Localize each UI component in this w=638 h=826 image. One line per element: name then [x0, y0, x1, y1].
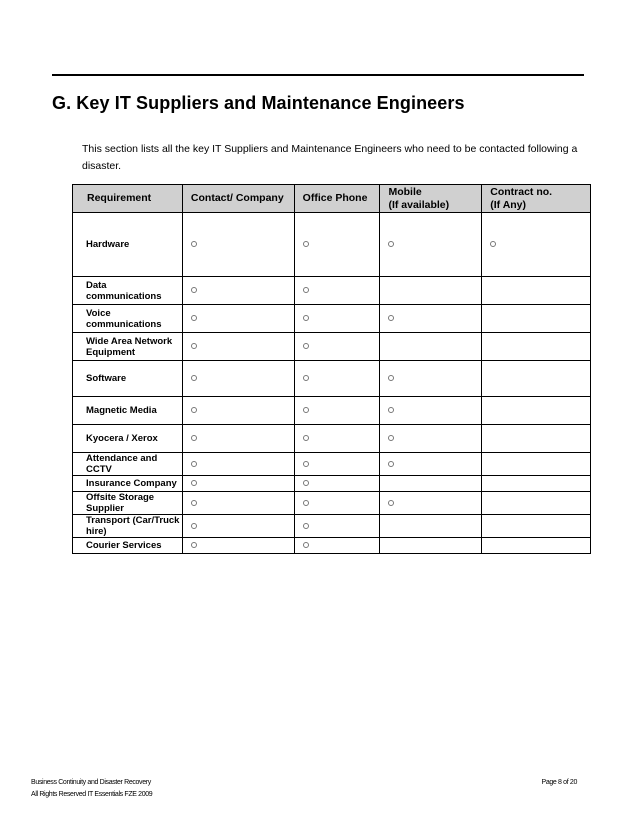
contract-cell — [482, 492, 591, 515]
bullet-icon — [303, 407, 309, 413]
table-header-row — [73, 185, 591, 213]
requirement-cell: Data communications — [73, 277, 183, 305]
table-row — [73, 305, 591, 333]
requirement-cell: Wide Area Network Equipment — [73, 333, 183, 361]
office-phone-cell — [294, 277, 380, 305]
contract-cell — [482, 305, 591, 333]
bullet-icon — [191, 375, 197, 381]
mobile-cell — [380, 538, 482, 554]
bullet-icon — [303, 523, 309, 529]
bullet-icon — [191, 500, 197, 506]
table-row — [73, 476, 591, 492]
requirement-cell: Voice communications — [73, 305, 183, 333]
table-row — [73, 213, 591, 277]
bullet-icon — [303, 375, 309, 381]
mobile-cell — [380, 305, 482, 333]
company-cell — [182, 425, 294, 453]
bullet-icon — [191, 315, 197, 321]
requirement-cell: Offsite Storage Supplier — [73, 492, 183, 515]
mobile-cell — [380, 361, 482, 397]
bullet-icon — [303, 435, 309, 441]
bullet-icon — [388, 461, 394, 467]
contract-cell — [482, 538, 591, 554]
office-phone-cell — [294, 213, 380, 277]
footer-rights: All Rights Reserved IT Essentials FZE 2009 — [31, 791, 153, 798]
suppliers-table — [72, 184, 591, 554]
bullet-icon — [303, 241, 309, 247]
bullet-icon — [191, 542, 197, 548]
bullet-icon — [490, 241, 496, 247]
mobile-cell — [380, 515, 482, 538]
header-requirement: Requirement — [73, 185, 183, 213]
company-cell — [182, 492, 294, 515]
bullet-icon — [191, 461, 197, 467]
company-cell — [182, 453, 294, 476]
header-mobile-line1: Mobile — [388, 185, 422, 198]
table-row — [73, 538, 591, 554]
mobile-cell — [380, 333, 482, 361]
header-contract — [482, 185, 591, 213]
header-rule — [52, 74, 584, 76]
page-number: Page 8 of 20 — [541, 779, 577, 786]
header-company: Contact/ Company — [182, 185, 294, 213]
office-phone-cell — [294, 453, 380, 476]
company-cell — [182, 213, 294, 277]
table-row — [73, 492, 591, 515]
mobile-cell — [380, 277, 482, 305]
table-row — [73, 277, 591, 305]
bullet-icon — [191, 480, 197, 486]
office-phone-cell — [294, 476, 380, 492]
contract-cell — [482, 515, 591, 538]
bullet-icon — [388, 500, 394, 506]
header-mobile — [380, 185, 482, 213]
company-cell — [182, 361, 294, 397]
office-phone-cell — [294, 515, 380, 538]
table-row — [73, 453, 591, 476]
company-cell — [182, 397, 294, 425]
mobile-cell — [380, 425, 482, 453]
section-intro: This section lists all the key IT Suppliers and Maintenance Engineers who need to be contacted following a disaster. — [82, 143, 578, 172]
table-row — [73, 333, 591, 361]
header-office-phone: Office Phone — [294, 185, 380, 213]
bullet-icon — [303, 315, 309, 321]
company-cell — [182, 277, 294, 305]
bullet-icon — [388, 375, 394, 381]
contract-cell — [482, 361, 591, 397]
office-phone-cell — [294, 361, 380, 397]
bullet-icon — [303, 287, 309, 293]
contract-cell — [482, 453, 591, 476]
contract-cell — [482, 213, 591, 277]
company-cell — [182, 538, 294, 554]
company-cell — [182, 305, 294, 333]
requirement-cell: Courier Services — [73, 538, 183, 554]
mobile-cell — [380, 492, 482, 515]
bullet-icon — [303, 480, 309, 486]
office-phone-cell — [294, 538, 380, 554]
requirement-cell: Hardware — [73, 213, 183, 277]
bullet-icon — [191, 343, 197, 349]
bullet-icon — [303, 461, 309, 467]
mobile-cell — [380, 476, 482, 492]
office-phone-cell — [294, 492, 380, 515]
requirement-cell: Magnetic Media — [73, 397, 183, 425]
company-cell — [182, 515, 294, 538]
bullet-icon — [191, 523, 197, 529]
requirement-cell: Transport (Car/Truck hire) — [73, 515, 183, 538]
company-cell — [182, 333, 294, 361]
bullet-icon — [303, 542, 309, 548]
requirement-cell: Kyocera / Xerox — [73, 425, 183, 453]
requirement-cell: Software — [73, 361, 183, 397]
contract-cell — [482, 397, 591, 425]
bullet-icon — [303, 343, 309, 349]
contract-cell — [482, 425, 591, 453]
header-contract-line2: (If Any) — [490, 198, 527, 211]
office-phone-cell — [294, 305, 380, 333]
company-cell — [182, 476, 294, 492]
bullet-icon — [388, 241, 394, 247]
header-mobile-line2: (If available) — [388, 198, 450, 211]
contract-cell — [482, 277, 591, 305]
bullet-icon — [303, 500, 309, 506]
mobile-cell — [380, 213, 482, 277]
office-phone-cell — [294, 425, 380, 453]
table-row — [73, 425, 591, 453]
bullet-icon — [191, 241, 197, 247]
section-title: G. Key IT Suppliers and Maintenance Engineers — [52, 93, 465, 113]
bullet-icon — [388, 435, 394, 441]
mobile-cell — [380, 453, 482, 476]
mobile-cell — [380, 397, 482, 425]
table-row — [73, 397, 591, 425]
requirement-cell: Attendance and CCTV — [73, 453, 183, 476]
contract-cell — [482, 476, 591, 492]
requirement-cell: Insurance Company — [73, 476, 183, 492]
table-row — [73, 515, 591, 538]
table-row — [73, 361, 591, 397]
office-phone-cell — [294, 333, 380, 361]
bullet-icon — [191, 435, 197, 441]
footer-doc-title: Business Continuity and Disaster Recovery — [31, 779, 151, 786]
bullet-icon — [191, 407, 197, 413]
office-phone-cell — [294, 397, 380, 425]
contract-cell — [482, 333, 591, 361]
header-contract-line1: Contract no. — [490, 185, 553, 198]
bullet-icon — [388, 407, 394, 413]
bullet-icon — [388, 315, 394, 321]
bullet-icon — [191, 287, 197, 293]
footer-left — [31, 777, 152, 801]
